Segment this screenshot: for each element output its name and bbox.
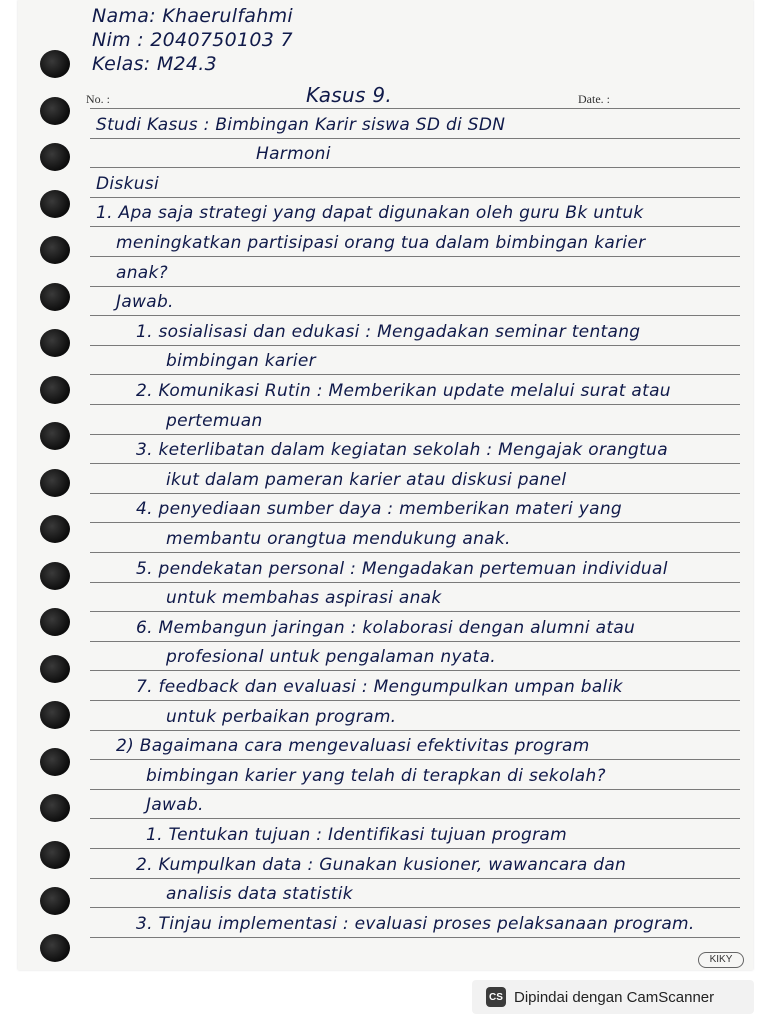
ruled-line xyxy=(90,937,740,938)
binder-hole xyxy=(40,841,70,869)
ruled-line xyxy=(90,226,740,227)
binder-hole xyxy=(40,934,70,962)
ruled-line xyxy=(90,315,740,316)
handwritten-line: 4. penyediaan sumber daya : memberikan materi yang xyxy=(136,499,622,520)
binder-hole xyxy=(40,236,70,264)
ruled-line xyxy=(90,256,740,257)
binder-hole xyxy=(40,422,70,450)
ruled-line xyxy=(90,493,740,494)
binder-hole xyxy=(40,469,70,497)
ruled-line xyxy=(90,641,740,642)
handwritten-line: 2. Komunikasi Rutin : Memberikan update melalui surat atau xyxy=(136,381,671,401)
binder-hole xyxy=(40,562,70,590)
ruled-line xyxy=(90,582,740,583)
ruled-line xyxy=(90,286,740,287)
ruled-line xyxy=(90,552,740,553)
binder-hole xyxy=(40,97,70,125)
page-title: Kasus 9. xyxy=(306,83,393,107)
ruled-line xyxy=(90,818,740,819)
binder-hole xyxy=(40,329,70,357)
binder-hole xyxy=(40,50,70,78)
binder-hole xyxy=(40,748,70,776)
handwritten-line: 2) Bagaimana cara mengevaluasi efektivitas program xyxy=(116,736,590,757)
binder-hole xyxy=(40,376,70,404)
ruled-line xyxy=(90,878,740,879)
notebook-page xyxy=(18,0,753,970)
ruled-line xyxy=(90,434,740,435)
handwritten-line: analisis data statistik xyxy=(166,884,353,905)
ruled-line xyxy=(90,345,740,346)
camscanner-logo-icon: CS xyxy=(486,987,506,1007)
ruled-line xyxy=(90,907,740,908)
handwritten-line: Harmoni xyxy=(256,144,331,165)
ruled-line xyxy=(90,138,740,139)
ruled-line xyxy=(90,611,740,612)
handwritten-line: untuk membahas aspirasi anak xyxy=(166,588,442,609)
binder-hole xyxy=(40,794,70,822)
binder-hole xyxy=(40,887,70,915)
student-class: Kelas: M24.3 xyxy=(92,53,218,75)
binder-holes xyxy=(28,50,68,970)
handwritten-line: 5. pendekatan personal : Mengadakan pertemuan individual xyxy=(136,558,668,579)
binder-hole xyxy=(40,515,70,543)
date-label: Date. : xyxy=(578,92,610,106)
handwritten-line: 7. feedback dan evaluasi : Mengumpulkan umpan balik xyxy=(136,677,623,697)
ruled-line xyxy=(90,522,740,523)
binder-hole xyxy=(40,655,70,683)
handwritten-line: Jawab. xyxy=(146,795,204,816)
binder-hole xyxy=(40,701,70,729)
handwritten-line: Diskusi xyxy=(96,173,159,194)
handwritten-line: untuk perbaikan program. xyxy=(166,706,397,727)
ruled-line xyxy=(90,374,740,375)
handwritten-line: 1. Tentukan tujuan : Identifikasi tujuan program xyxy=(146,825,567,845)
ruled-line xyxy=(90,759,740,760)
ruled-line xyxy=(90,404,740,405)
ruled-line xyxy=(90,108,740,109)
student-header xyxy=(92,4,492,76)
student-nim: Nim : 2040750103 7 xyxy=(92,29,293,51)
handwritten-line: profesional untuk pengalaman nyata. xyxy=(166,647,496,668)
binder-hole xyxy=(40,190,70,218)
handwritten-line: 2. Kumpulkan data : Gunakan kusioner, wawancara dan xyxy=(136,854,627,875)
handwritten-line: meningkatkan partisipasi orang tua dalam bimbingan karier xyxy=(116,233,646,253)
camscanner-text: Dipindai dengan CamScanner xyxy=(514,988,715,1006)
handwritten-line: Studi Kasus : Bimbingan Karir siswa SD di SDN xyxy=(96,114,506,135)
handwritten-line: bimbingan karier yang telah di terapkan di sekolah? xyxy=(146,765,606,786)
handwritten-line: 3. keterlibatan dalam kegiatan sekolah : Mengajak orangtua xyxy=(136,440,668,461)
handwritten-line: anak? xyxy=(116,262,168,283)
ruled-line xyxy=(90,463,740,464)
handwritten-line: 1. sosialisasi dan edukasi : Mengadakan seminar tentang xyxy=(136,321,641,342)
ruled-line xyxy=(90,730,740,731)
handwritten-line: membantu orangtua mendukung anak. xyxy=(166,529,511,549)
handwritten-line: Jawab. xyxy=(116,292,174,313)
ruled-line xyxy=(90,197,740,198)
binder-hole xyxy=(40,608,70,636)
handwritten-line: 6. Membangun jaringan : kolaborasi dengan alumni atau xyxy=(136,617,636,638)
binder-hole xyxy=(40,283,70,311)
student-name: Nama: Khaerulfahmi xyxy=(92,5,293,27)
no-label: No. : xyxy=(86,92,110,106)
handwritten-line: 3. Tinjau implementasi : evaluasi proses pelaksanaan program. xyxy=(136,913,695,934)
handwritten-line: ikut dalam pameran karier atau diskusi panel xyxy=(166,469,567,490)
handwritten-line: bimbingan karier xyxy=(166,351,316,372)
ruled-line xyxy=(90,789,740,790)
ruled-line xyxy=(90,848,740,849)
ruled-line xyxy=(90,670,740,671)
brand-stamp: KIKY xyxy=(698,952,744,968)
binder-hole xyxy=(40,143,70,171)
ruled-line xyxy=(90,167,740,168)
ruled-line xyxy=(90,700,740,701)
camscanner-watermark xyxy=(472,980,754,1014)
handwritten-line: 1. Apa saja strategi yang dapat digunakan oleh guru Bk untuk xyxy=(96,203,644,224)
handwritten-line: pertemuan xyxy=(166,410,263,431)
